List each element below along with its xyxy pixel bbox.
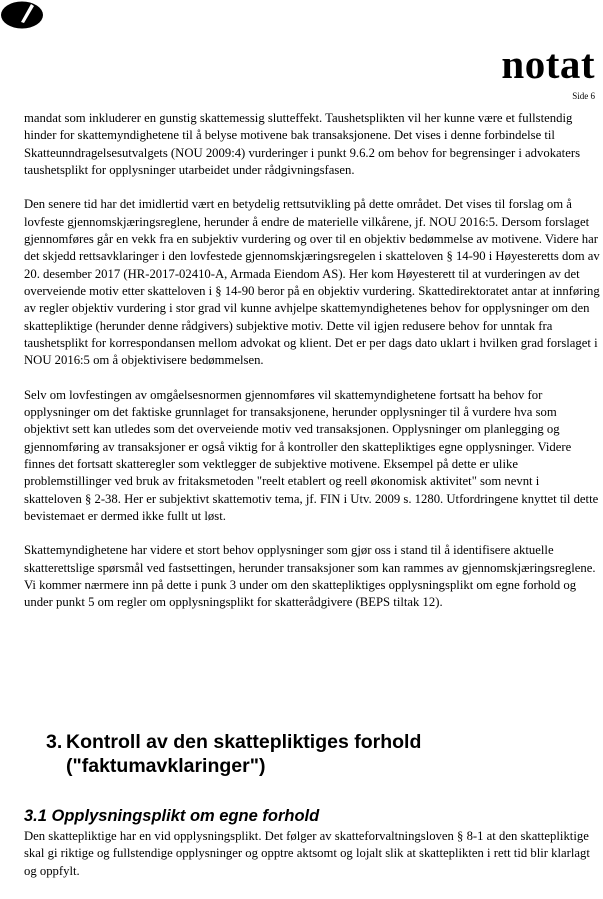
paragraph-2: Den senere tid har det imidlertid vært en betydelig rettsutvikling på dette området. Det vises til forslag om å lovfeste gjennomskjæringsreglene, herunder å endre de materielle vilkårene, jf. NOU 2016:5. Dersom forslaget gjennomføres går en vekk fra en subjektiv vurdering og over til en objektiv bedømmelse av motivene. Videre har det skjedd rettsavklaringer i den lovfestede gjennomskjæringsregelen i skatteloven § 14-90 i Høyesteretts dom av 20. desember 2017 (HR-2017-02410-A, Armada Eiendom AS). Her kom Høyesterett til at vurderingen av det overveiende motiv etter skatteloven i § 14-90 beror på en objektiv vurdering. Skattedirektoratet antar at innføring av regler objektiv vurdering i stor grad vil kunne avhjelpe skattemyndighetenes behov for opplysninger om den skattepliktige (herunder denne rådgivers) subjektive motiv. Dette vil igjen redusere behov for unntak fra taushetsplikt for korrespondansen mellom advokat og klient. Det er per dags dato uklart i hvilken grad forslaget i NOU 2016:5 om å objektivisere bedømmelsen. [24,197,600,368]
paragraph-1: mandat som inkluderer en gunstig skattemessig slutteffekt. Taushetsplikten vil her kunne være et fullstendig hinder for skattemyndighetene til å belyse motivene bak transaksjonene. Det vises i denne forbindelse til Skatteunndragelsesutvalgets (NOU 2009:4) vurderinger i punkt 9.6.2 om behov for begrensinger i advokaters taushetsplikt for opplysninger utarbeidet under rådgivningsfasen. [24,111,581,177]
document-body [24,110,600,612]
page-number: Side 6 [572,91,595,101]
document-type-title: notat [501,41,595,87]
section-title-line2: ("faktumavklaringer") [66,755,266,777]
subsection-body [24,828,600,880]
section-title-line1: Kontroll av den skattepliktiges forhold [66,731,422,753]
subsection-heading: 3.1 Opplysningsplikt om egne forhold [24,807,320,825]
paragraph-4: Skattemyndighetene har videre et stort behov opplysninger som gjør oss i stand til å identifisere aktuelle skatterettslige spørsmål ved fastsettingen, herunder transaksjoner som kan rammes av gjennomskjæringsreglene. Vi kommer nærmere inn på dette i punk 3 under om den skattepliktiges opplysningsplikt om egne forhold og under punkt 5 om regler om opplysningsplikt for skatterådgivere (BEPS tiltak 12). [24,543,596,610]
subsection-paragraph: Den skattepliktige har en vid opplysningsplikt. Det følger av skatteforvaltningsloven § 8-1 at den skattepliktige skal gi riktige og fullstendige opplysninger og opptre aktsomt og lojalt slik at skatteplikten i rett tid blir klarlagt og oppfylt. [24,829,590,878]
skatteetaten-logo-icon [0,0,46,30]
paragraph-3: Selv om lovfestingen av omgåelsesnormen gjennomføres vil skattemyndighetene fortsatt ha behov for opplysninger om det faktiske grunnlaget for transaksjonene, herunder opplysninger til å vurdere hva som objektivt sett kan utledes som det overveiende motiv ved transaksjonen. Opplysninger om planlegging og gjennomføring av transaksjoner er også viktig for å kontroller den skattepliktiges egne opplysninger. Videre finnes det fortsatt skatteregler som vektlegger de subjektive motivene. Eksempel på dette er ulike problemstillinger ved bruk av fritaksmetoden "reelt etablert og reell økonomisk aktivitet" som nevnt i skatteloven § 2-38. Her er subjektivt skattemotiv tema, jf. FIN i Utv. 2009 s. 1280. Utfordringene knyttet til dette bevistemaet er dermed ikke fullt ut løst. [24,387,599,523]
section-heading [46,730,546,778]
section-number: 3. [46,731,63,753]
